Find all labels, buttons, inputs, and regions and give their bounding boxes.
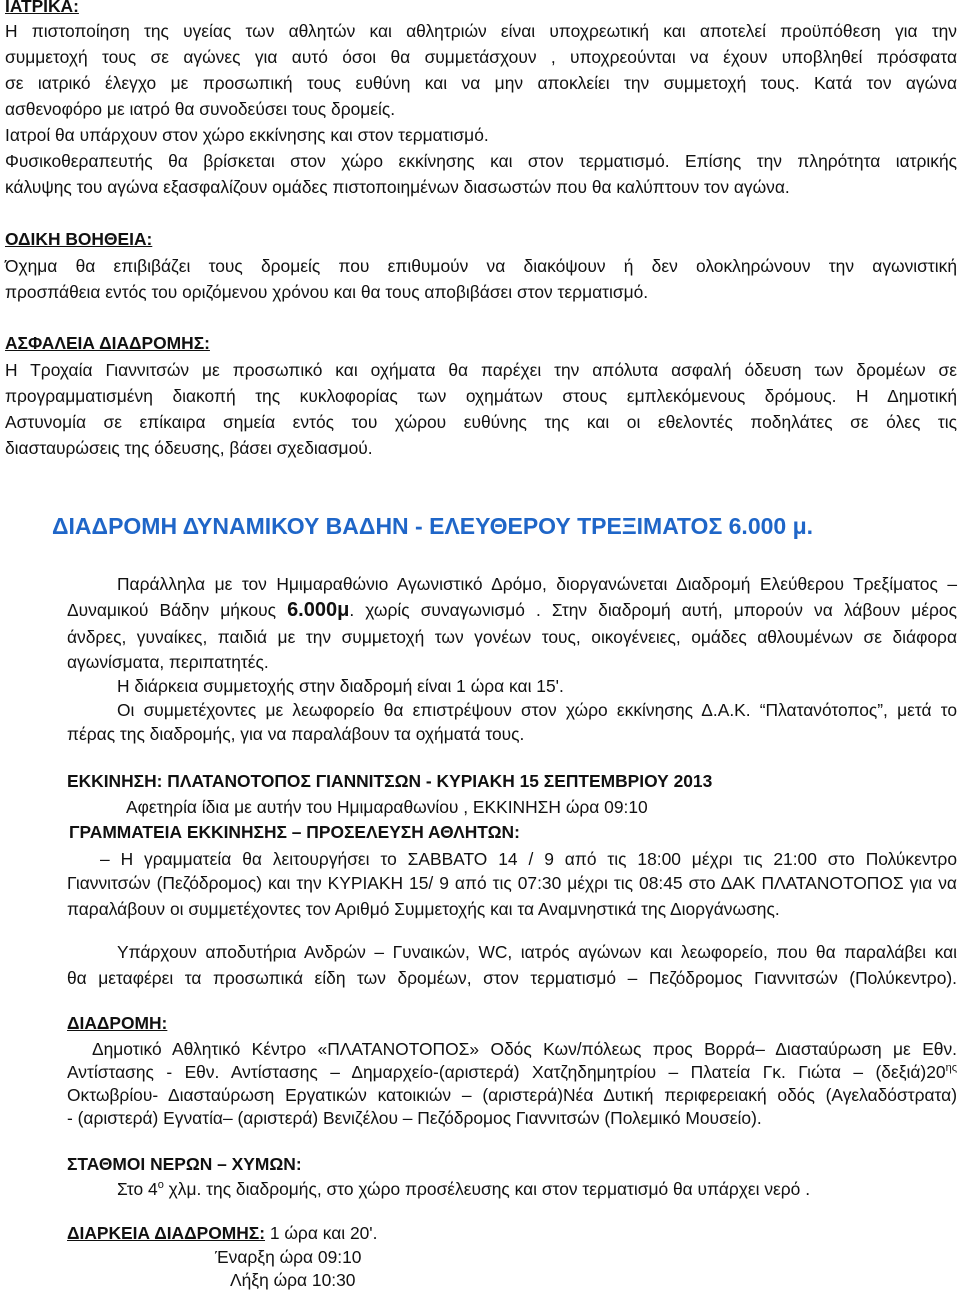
secretariat-line-3: παραλάβουν οι συμμετέχοντες τον Αριθμό Συμμετοχής και τα Αναμνηστικά της Διοργάνωσης. bbox=[67, 899, 780, 919]
water-heading: ΣΤΑΘΜΟΙ ΝΕΡΩΝ – ΧΥΜΩΝ: bbox=[67, 1154, 302, 1174]
free-run-line-2c: . χωρίς συναγωνισμό . Στην διαδρομή αυτή, μπορούν να λάβουν μέρος bbox=[349, 600, 957, 620]
facilities-line-1: Υπάρχουν αποδυτήρια Ανδρών – Γυναικών, WC, ιατρός αγώνων και λεωφορείο, που θα παραλάβει και bbox=[117, 942, 957, 962]
duration-start: Έναρξη ώρα 09:10 bbox=[215, 1247, 362, 1267]
water-line-b: χλμ. της διαδρομής, στο χώρο προσέλευσης και στον τερματισμό θα υπάρχει νερό . bbox=[163, 1179, 811, 1199]
route-line-4: - (αριστερά) Εγνατία– (αριστερά) Βενιζέλου – Πεζόδρομος Γιαννιτσών (Πολεμικό Μουσείο). bbox=[67, 1108, 762, 1128]
duration-value: 1 ώρα και 20'. bbox=[265, 1223, 378, 1243]
route-line-2 bbox=[67, 1061, 957, 1083]
medical-line-7: κάλυψης του αγώνα εξασφαλίζουν ομάδες πιστοποιημένων διασωστών που θα καλύπτουν τον αγώνα. bbox=[5, 177, 790, 197]
route-line-2-text: Αντίστασης - Εθν. Αντίστασης – Δημαρχείο-(αριστερά) Χατζηδημητρίου – Πλατεία Γκ. Γιώτα – (δεξιά)20 bbox=[67, 1062, 946, 1082]
start-line: Αφετηρία ίδια με αυτήν του Ημιμαραθωνίου , ΕΚΚΙΝΗΣΗ ώρα 09:10 bbox=[126, 797, 648, 817]
route-safety-heading: ΑΣΦΑΛΕΙΑ ΔΙΑΔΡΟΜΗΣ: bbox=[5, 333, 210, 353]
water-line bbox=[117, 1178, 810, 1200]
road-help-heading: ΟΔΙΚΗ ΒΟΗΘΕΙΑ: bbox=[5, 229, 153, 249]
route-safety-line-3: Αστυνομία σε επίκαιρα σημεία εντός του χώρου ευθύνης της και οι εθελοντές ποδηλάτες σε όλες τις bbox=[5, 412, 957, 432]
route-line-1: Δημοτικό Αθλητικό Κέντρο «ΠΛΑΤΑΝΟΤΟΠΟΣ» Οδός Κων/πόλεως προς Βορρά– Διασταύρωση με Εθν. bbox=[92, 1039, 957, 1059]
free-run-line-7: πέρας της διαδρομής, για να παραλάβουν τα οχήματά τους. bbox=[67, 724, 525, 744]
duration-heading: ΔΙΑΡΚΕΙΑ ΔΙΑΔΡΟΜΗΣ: bbox=[67, 1223, 266, 1243]
medical-line-6: Φυσικοθεραπευτής θα βρίσκεται στον χώρο εκκίνησης και στον τερματισμό. Επίσης την πληρότητα ιατρικής bbox=[5, 151, 957, 171]
route-line-3: Οκτωβρίου- Διασταύρωση Εργατικών κατοικιών – (αριστερά)Νέα Δυτική περιφερειακή οδός (Αγελαδόστρατα) bbox=[67, 1085, 957, 1105]
medical-line-3: σε ιατρικό έλεγχο με προσωπική τους ευθύνη και να μην αποκλείει την συμμετοχή τους. Κατά τον αγώνα bbox=[5, 73, 957, 93]
free-run-line-2a: Δυναμικού Βάδην μήκους bbox=[67, 600, 288, 620]
medical-line-5: Ιατροί θα υπάρχουν στον χώρο εκκίνησης και στον τερματισμό. bbox=[5, 125, 489, 145]
medical-line-2: συμμετοχή τους σε αγώνες για αυτό όσοι θα συμμετάσχουν , υποχρεούνται να έχουν υποβληθεί πρόσφατα bbox=[5, 47, 957, 67]
free-run-line-1: Παράλληλα με τον Ημιμαραθώνιο Αγωνιστικό Δρόμο, διοργανώνεται Διαδρομή Ελεύθερου Τρεξίματος – bbox=[117, 574, 957, 594]
facilities-line-2: θα μεταφέρει τα προσωπικά είδη των δρομέων, στον τερματισμό – Πεζόδρομος Γιαννιτσών (Πολύκεντρο). bbox=[67, 968, 957, 988]
free-run-line-4: αγωνίσματα, περιπατητές. bbox=[67, 652, 269, 672]
medical-heading: ΙΑΤΡΙΚΑ: bbox=[5, 0, 79, 16]
secretariat-heading: ΓΡΑΜΜΑΤΕΙΑ ΕΚΚΙΝΗΣΗΣ – ΠΡΟΣΕΛΕΥΣΗ ΑΘΛΗΤΩΝ: bbox=[69, 822, 520, 842]
secretariat-line-1: – Η γραμματεία θα λειτουργήσει το ΣΑΒΒΑΤΟ 14 / 9 από τις 18:00 μέχρι τις 21:00 στο Πολύκεντρο bbox=[100, 849, 957, 869]
route-heading: ΔΙΑΔΡΟΜΗ: bbox=[67, 1013, 168, 1033]
duration-line bbox=[67, 1222, 377, 1244]
secretariat-line-2: Γιαννιτσών (Πεζόδρομος) και την ΚΥΡΙΑΚΗ 15/ 9 από τις 07:30 μέχρι τις 08:45 στο ΔΑΚ ΠΛΑΤΑΝΟΤΟΠΟΣ για να bbox=[67, 873, 957, 893]
free-run-title: ΔΙΑΔΡΟΜΗ ΔΥΝΑΜΙΚΟΥ ΒΑΔΗΝ - ΕΛΕΥΘΕΡΟΥ ΤΡΕΞΙΜΑΤΟΣ 6.000 μ. bbox=[52, 513, 814, 539]
water-line-a: Στο 4 bbox=[117, 1179, 158, 1199]
duration-end: Λήξη ώρα 10:30 bbox=[230, 1270, 356, 1290]
water-line-sup: ο bbox=[157, 1179, 164, 1191]
road-help-line-1: Όχημα θα επιβιβάζει τους δρομείς που επιθυμούν να διακόψουν ή δεν ολοκληρώνουν την αγωνιστική bbox=[5, 256, 957, 276]
route-safety-line-2: προγραμματισμένη διακοπή της κυκλοφορίας των οχημάτων στους εμπλεκόμενους δρόμους. Η Δημοτική bbox=[5, 386, 957, 406]
free-run-line-2 bbox=[67, 599, 957, 621]
route-safety-line-1: Η Τροχαία Γιαννιτσών με προσωπικό και οχήματα θα παρέχει την απόλυτα ασφαλή όδευση των δρομέων σε bbox=[5, 360, 957, 380]
road-help-line-2: προσπάθεια εντός του οριζόμενου χρόνου και θα τους αποβιβάσει στον τερματισμό. bbox=[5, 282, 649, 302]
medical-line-4: ασθενοφόρο με ιατρό θα συνοδεύσει τους δρομείς. bbox=[5, 99, 396, 119]
free-run-line-6: Οι συμμετέχοντες με λεωφορείο θα επιστρέψουν στον χώρο εκκίνησης Δ.Α.Κ. “Πλατανότοπος”, μετά το bbox=[117, 700, 957, 720]
start-heading: ΕΚΚΙΝΗΣΗ: ΠΛΑΤΑΝΟΤΟΠΟΣ ΓΙΑΝΝΙΤΣΩΝ - ΚΥΡΙΑΚΗ 15 ΣΕΠΤΕΜΒΡΙΟΥ 2013 bbox=[67, 771, 713, 791]
free-run-line-5: Η διάρκεια συμμετοχής στην διαδρομή είναι 1 ώρα και 15'. bbox=[117, 676, 564, 696]
free-run-line-3: άνδρες, γυναίκες, παιδιά με την συμμετοχή των γονέων τους, οικογένειες, ομάδες αθλουμένων σε διάφορα bbox=[67, 627, 957, 647]
medical-line-1: Η πιστοποίηση της υγείας των αθλητών και αθλητριών είναι υποχρεωτική και αποτελεί προϋπόθεση για την bbox=[5, 21, 957, 41]
route-line-2-sup: ης bbox=[945, 1062, 957, 1074]
route-safety-line-4: διασταυρώσεις της όδευσης, βάσει σχεδιασμού. bbox=[5, 438, 373, 458]
free-run-distance: 6.000μ bbox=[287, 599, 350, 621]
